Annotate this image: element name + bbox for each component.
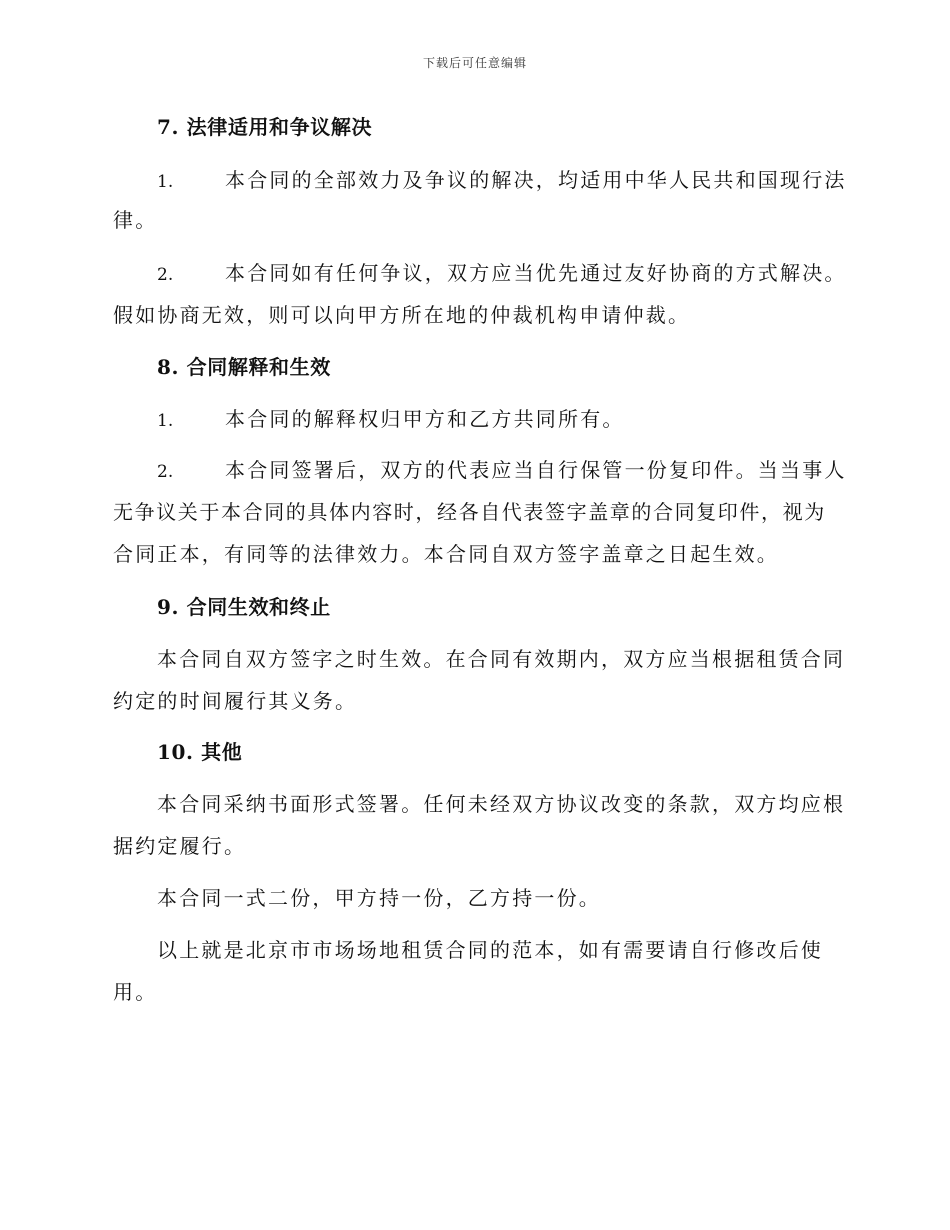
section-7-item-2 bbox=[157, 259, 887, 289]
item-number: 2. bbox=[157, 462, 174, 482]
item-number: 1. bbox=[157, 172, 174, 192]
section-8-item-2-cont-2: 合同正本，有同等的法律效力。本合同自双方签字盖章之日起生效。 bbox=[113, 542, 779, 566]
section-10-paragraph-3: 以上就是北京市市场场地租赁合同的范本，如有需要请自行修改后使 bbox=[157, 938, 823, 962]
item-number: 2. bbox=[157, 265, 174, 285]
item-text: 本合同如有任何争议，双方应当优先通过友好协商的方式解决。 bbox=[225, 261, 847, 285]
item-text: 本合同的解释权归甲方和乙方共同所有。 bbox=[225, 407, 625, 431]
section-7-heading: 7. 法律适用和争议解决 bbox=[157, 115, 373, 139]
item-text: 本合同的全部效力及争议的解决，均适用中华人民共和国现行法 bbox=[225, 168, 847, 192]
item-text: 本合同签署后，双方的代表应当自行保管一份复印件。当当事人 bbox=[225, 458, 847, 482]
section-9-heading: 9. 合同生效和终止 bbox=[157, 595, 331, 619]
section-10-paragraph-3-cont: 用。 bbox=[113, 980, 158, 1004]
section-8-item-2 bbox=[157, 456, 887, 486]
section-9-paragraph-cont: 约定的时间履行其义务。 bbox=[113, 689, 358, 713]
section-10-paragraph-1: 本合同采纳书面形式签署。任何未经双方协议改变的条款，双方均应根 bbox=[157, 792, 846, 816]
section-10-paragraph-2: 本合同一式二份，甲方持一份，乙方持一份。 bbox=[157, 886, 601, 910]
section-7-item-1 bbox=[157, 166, 887, 196]
section-7-item-1-cont: 律。 bbox=[113, 208, 158, 232]
section-7-item-2-cont: 假如协商无效，则可以向甲方所在地的仲裁机构申请仲裁。 bbox=[113, 303, 691, 327]
section-10-paragraph-1-cont: 据约定履行。 bbox=[113, 834, 247, 858]
page-header-note: 下载后可任意编辑 bbox=[422, 56, 527, 70]
section-10-heading: 10. 其他 bbox=[157, 740, 243, 764]
section-8-item-2-cont-1: 无争议关于本合同的具体内容时，经各自代表签字盖章的合同复印件，视为 bbox=[113, 500, 826, 524]
section-9-paragraph: 本合同自双方签字之时生效。在合同有效期内，双方应当根据租赁合同 bbox=[157, 647, 846, 671]
item-number: 1. bbox=[157, 411, 174, 431]
section-8-item-1 bbox=[157, 405, 887, 435]
section-8-heading: 8. 合同解释和生效 bbox=[157, 355, 331, 379]
